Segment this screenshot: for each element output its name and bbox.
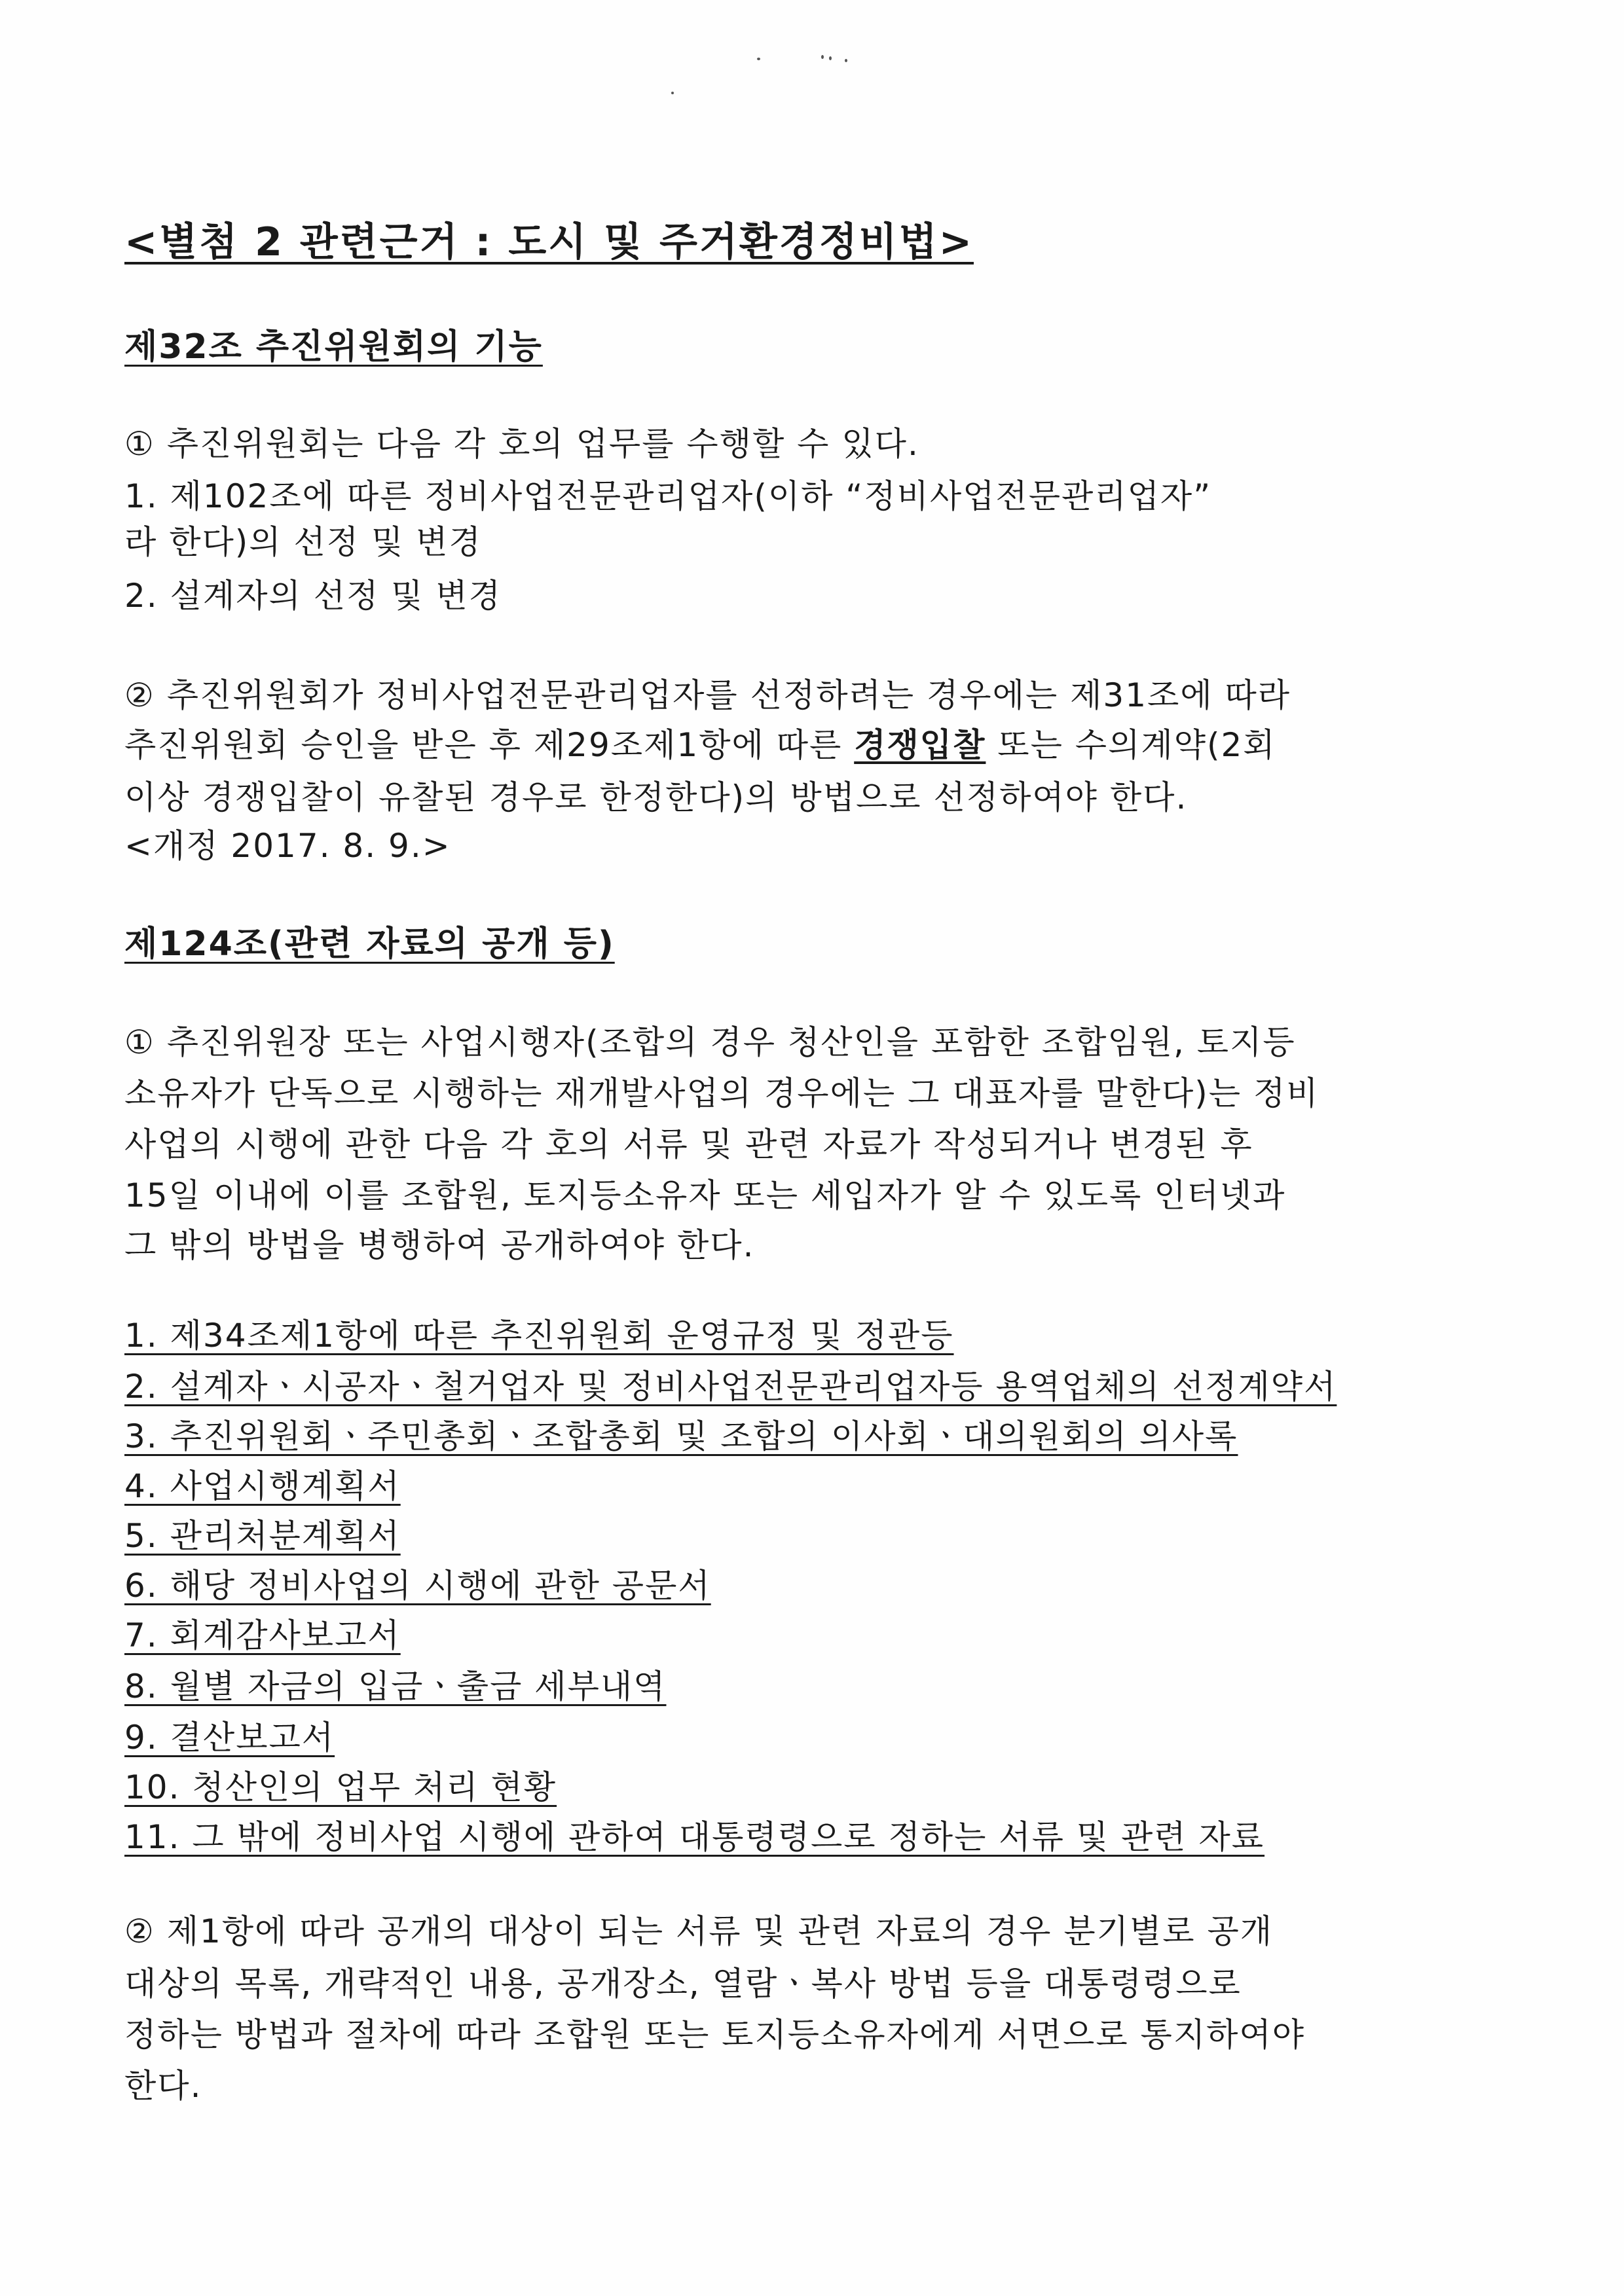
article-32-para1-line: ① 추진위원회는 다음 각 호의 업무를 수행할 수 있다. (124, 425, 919, 463)
scan-speck (845, 59, 847, 62)
list-item: 9. 결산보고서 (124, 1719, 335, 1757)
article-124-heading: 제124조(관련 자료의 공개 등) (124, 924, 615, 964)
competitive-bidding-emphasis: 경쟁입찰 (854, 726, 986, 764)
article-124-para1-line: 소유자가 단독으로 시행하는 재개발사업의 경우에는 그 대표자를 말한다)는 정비 (124, 1074, 1320, 1112)
article-32-para2-line: ② 추진위원회가 정비사업전문관리업자를 선정하려는 경우에는 제31조에 따라 (124, 676, 1291, 714)
article-32-para2-text: 추진위원회 승인을 받은 후 제29조제1항에 따른 (124, 726, 855, 764)
article-124-para1-line: 15일 이내에 이를 조합원, 토지등소유자 또는 세입자가 알 수 있도록 인터넷과 (124, 1176, 1286, 1214)
list-item: 8. 월별 자금의 입금ㆍ출금 세부내역 (124, 1667, 667, 1705)
article-124-para2-line: 대상의 목록, 개략적인 내용, 공개장소, 열람ㆍ복사 방법 등을 대통령령으로 (124, 1965, 1242, 2003)
article-124-para2-line: ② 제1항에 따라 공개의 대상이 되는 서류 및 관련 자료의 경우 분기별로 공개 (124, 1912, 1274, 1950)
scan-speck (829, 56, 832, 60)
list-item: 3. 추진위원회ㆍ주민총회ㆍ조합총회 및 조합의 이사회ㆍ대의원회의 의사록 (124, 1417, 1238, 1455)
article-32-para1-line: 라 한다)의 선정 및 변경 (124, 523, 482, 561)
list-item: 1. 제34조제1항에 따른 추진위원회 운영규정 및 정관등 (124, 1317, 954, 1355)
article-124-para2-line: 정하는 방법과 절차에 따라 조합원 또는 토지등소유자에게 서면으로 통지하여야 (124, 2016, 1306, 2054)
article-32-para1-line: 1. 제102조에 따른 정비사업전문관리업자(이하 “정비사업전문관리업자” (124, 477, 1212, 515)
list-item: 4. 사업시행계획서 (124, 1467, 401, 1505)
list-item: 7. 회계감사보고서 (124, 1616, 401, 1654)
list-item: 2. 설계자ㆍ시공자ㆍ철거업자 및 정비사업전문관리업자등 용역업체의 선정계약서 (124, 1368, 1337, 1406)
article-32-heading: 제32조 추진위원회의 기능 (124, 327, 543, 367)
article-124-para2-line: 한다. (124, 2067, 202, 2105)
list-item: 5. 관리처분계획서 (124, 1517, 401, 1555)
scan-speck (757, 58, 760, 60)
scan-speck (671, 92, 674, 94)
article-32-para2-text: 또는 수의계약(2회 (986, 726, 1276, 764)
list-item: 10. 청산인의 업무 처리 현황 (124, 1768, 557, 1806)
document-title: <별첨 2 관련근거 : 도시 및 주거환경정비법> (124, 219, 974, 265)
article-124-para1-line: 그 밖의 방법을 병행하여 공개하여야 한다. (124, 1226, 755, 1264)
article-124-para1-line: ① 추진위원장 또는 사업시행자(조합의 경우 청산인을 포함한 조합임원, 토지등 (124, 1023, 1296, 1061)
list-item: 6. 해당 정비사업의 시행에 관한 공문서 (124, 1567, 711, 1605)
article-32-para1-line: 2. 설계자의 선정 및 변경 (124, 577, 502, 615)
article-32-para2-line (124, 725, 1276, 765)
amendment-date: <개정 2017. 8. 9.> (124, 827, 451, 865)
article-32-para2-line: 이상 경쟁입찰이 유찰된 경우로 한정한다)의 방법으로 선정하여야 한다. (124, 778, 1188, 816)
list-item: 11. 그 밖에 정비사업 시행에 관하여 대통령령으로 정하는 서류 및 관련 자료 (124, 1818, 1265, 1856)
scan-speck (821, 55, 824, 59)
article-124-para1-line: 사업의 시행에 관한 다음 각 호의 서류 및 관련 자료가 작성되거나 변경된 후 (124, 1125, 1253, 1163)
